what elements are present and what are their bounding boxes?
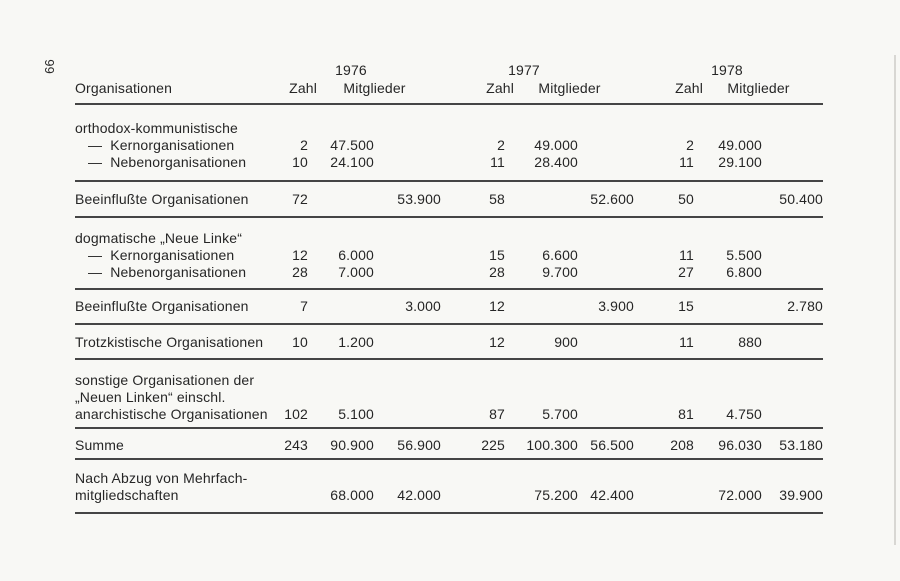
table-row-nebenorganisationen bbox=[75, 264, 823, 281]
cell: 3.900 bbox=[598, 298, 634, 314]
scan-edge-artifact bbox=[894, 55, 896, 545]
cell: 5.100 bbox=[338, 406, 374, 422]
cell: 10 bbox=[292, 334, 308, 350]
table-row-trotzkistische bbox=[75, 334, 823, 351]
cell: 11 bbox=[679, 247, 694, 263]
cell: 29.100 bbox=[718, 154, 762, 170]
cell: 81 bbox=[678, 406, 694, 422]
cell: 28 bbox=[489, 264, 505, 280]
table-rule bbox=[75, 358, 823, 360]
cell: 15 bbox=[678, 298, 694, 314]
column-header-organisationen: Organisationen bbox=[75, 80, 173, 96]
cell: 53.180 bbox=[779, 437, 823, 453]
cell: 12 bbox=[489, 298, 505, 314]
group-row-orthodox bbox=[75, 120, 823, 137]
cell: 47.500 bbox=[330, 137, 374, 153]
cell: 96.030 bbox=[718, 437, 762, 453]
year-label-1977: 1977 bbox=[508, 62, 540, 78]
cell: 1.200 bbox=[338, 334, 374, 350]
cell: 90.900 bbox=[330, 437, 374, 453]
column-header-mitglieder-1976: Mitglieder bbox=[343, 80, 406, 96]
table-row-nebenorganisationen bbox=[75, 154, 823, 171]
cell: 15 bbox=[489, 247, 505, 263]
cell: 11 bbox=[490, 154, 505, 170]
cell: 225 bbox=[481, 437, 505, 453]
cell: 2 bbox=[497, 137, 505, 153]
row-label: Beeinflußte Organisationen bbox=[75, 298, 249, 314]
table-rule bbox=[75, 427, 823, 429]
organisations-table bbox=[75, 62, 823, 514]
cell: 39.900 bbox=[779, 487, 823, 503]
table-rule bbox=[75, 458, 823, 460]
row-label-line: anarchistische Organisationen bbox=[75, 406, 268, 422]
row-label: dogmatische „Neue Linke“ bbox=[75, 230, 243, 246]
row-label: — Nebenorganisationen bbox=[88, 154, 247, 170]
row-label: — Kernorganisationen bbox=[88, 137, 235, 153]
cell: 87 bbox=[489, 406, 505, 422]
cell: 11 bbox=[679, 154, 694, 170]
cell: 243 bbox=[284, 437, 308, 453]
cell: 72 bbox=[292, 191, 308, 207]
cell: 6.000 bbox=[338, 247, 374, 263]
row-label-line: „Neuen Linken“ einschl. bbox=[75, 389, 226, 405]
cell: 42.000 bbox=[397, 487, 441, 503]
row-label: orthodox-kommunistische bbox=[75, 120, 238, 136]
cell: 5.700 bbox=[542, 406, 578, 422]
cell: 75.200 bbox=[534, 487, 578, 503]
cell: 49.000 bbox=[534, 137, 578, 153]
table-rule bbox=[75, 288, 823, 290]
row-label: Trotzkistische Organisationen bbox=[75, 334, 264, 350]
row-label-line: sonstige Organisationen der bbox=[75, 372, 255, 388]
table-row-kernorganisationen bbox=[75, 137, 823, 154]
cell: 56.900 bbox=[397, 437, 441, 453]
table-row-sonstige bbox=[75, 372, 823, 423]
table-row-beeinflusste-1 bbox=[75, 191, 823, 208]
cell: 6.800 bbox=[726, 264, 762, 280]
cell: 100.300 bbox=[526, 437, 578, 453]
table-rule bbox=[75, 323, 823, 325]
page-number: 66 bbox=[41, 59, 57, 74]
table-rule bbox=[75, 512, 823, 514]
cell: 56.500 bbox=[590, 437, 634, 453]
table-row-nach-abzug bbox=[75, 470, 823, 504]
column-header-zahl-1978: Zahl bbox=[675, 80, 703, 96]
column-header-row bbox=[75, 80, 823, 97]
table-rule bbox=[75, 180, 823, 182]
year-label-1978: 1978 bbox=[711, 62, 743, 78]
group-row-dogmatische bbox=[75, 230, 823, 247]
cell: 5.500 bbox=[726, 247, 762, 263]
column-header-mitglieder-1978: Mitglieder bbox=[727, 80, 790, 96]
cell: 900 bbox=[554, 334, 578, 350]
cell: 10 bbox=[292, 154, 308, 170]
cell: 12 bbox=[489, 334, 505, 350]
row-label: — Kernorganisationen bbox=[88, 247, 235, 263]
cell: 9.700 bbox=[542, 264, 578, 280]
cell: 2 bbox=[686, 137, 694, 153]
cell: 102 bbox=[284, 406, 308, 422]
cell: 880 bbox=[738, 334, 762, 350]
cell: 4.750 bbox=[726, 406, 762, 422]
cell: 208 bbox=[670, 437, 694, 453]
cell: 49.000 bbox=[718, 137, 762, 153]
cell: 72.000 bbox=[718, 487, 762, 503]
cell: 68.000 bbox=[330, 487, 374, 503]
column-header-zahl-1976: Zahl bbox=[289, 80, 317, 96]
row-label: — Nebenorganisationen bbox=[88, 264, 247, 280]
table-row-kernorganisationen bbox=[75, 247, 823, 264]
cell: 12 bbox=[292, 247, 308, 263]
row-label-line: mitgliedschaften bbox=[75, 487, 179, 503]
table-rule bbox=[75, 103, 823, 105]
cell: 7 bbox=[300, 298, 308, 314]
cell: 11 bbox=[679, 334, 694, 350]
table-row-summe bbox=[75, 437, 823, 454]
row-label: Beeinflußte Organisationen bbox=[75, 191, 249, 207]
year-header-row bbox=[75, 62, 823, 79]
column-header-mitglieder-1977: Mitglieder bbox=[538, 80, 601, 96]
cell: 53.900 bbox=[397, 191, 441, 207]
cell: 58 bbox=[489, 191, 505, 207]
row-label: Summe bbox=[75, 437, 124, 453]
cell: 50.400 bbox=[779, 191, 823, 207]
cell: 7.000 bbox=[338, 264, 374, 280]
cell: 27 bbox=[678, 264, 694, 280]
cell: 28.400 bbox=[534, 154, 578, 170]
row-label bbox=[75, 470, 248, 504]
column-header-zahl-1977: Zahl bbox=[486, 80, 514, 96]
row-label bbox=[75, 372, 268, 423]
table-row-beeinflusste-2 bbox=[75, 298, 823, 315]
cell: 50 bbox=[678, 191, 694, 207]
year-label-1976: 1976 bbox=[335, 62, 367, 78]
row-label-line: Nach Abzug von Mehrfach- bbox=[75, 470, 248, 486]
cell: 6.600 bbox=[542, 247, 578, 263]
cell: 2 bbox=[300, 137, 308, 153]
cell: 52.600 bbox=[590, 191, 634, 207]
table-rule bbox=[75, 216, 823, 218]
cell: 42.400 bbox=[590, 487, 634, 503]
cell: 24.100 bbox=[330, 154, 374, 170]
cell: 3.000 bbox=[405, 298, 441, 314]
cell: 28 bbox=[292, 264, 308, 280]
cell: 2.780 bbox=[787, 298, 823, 314]
